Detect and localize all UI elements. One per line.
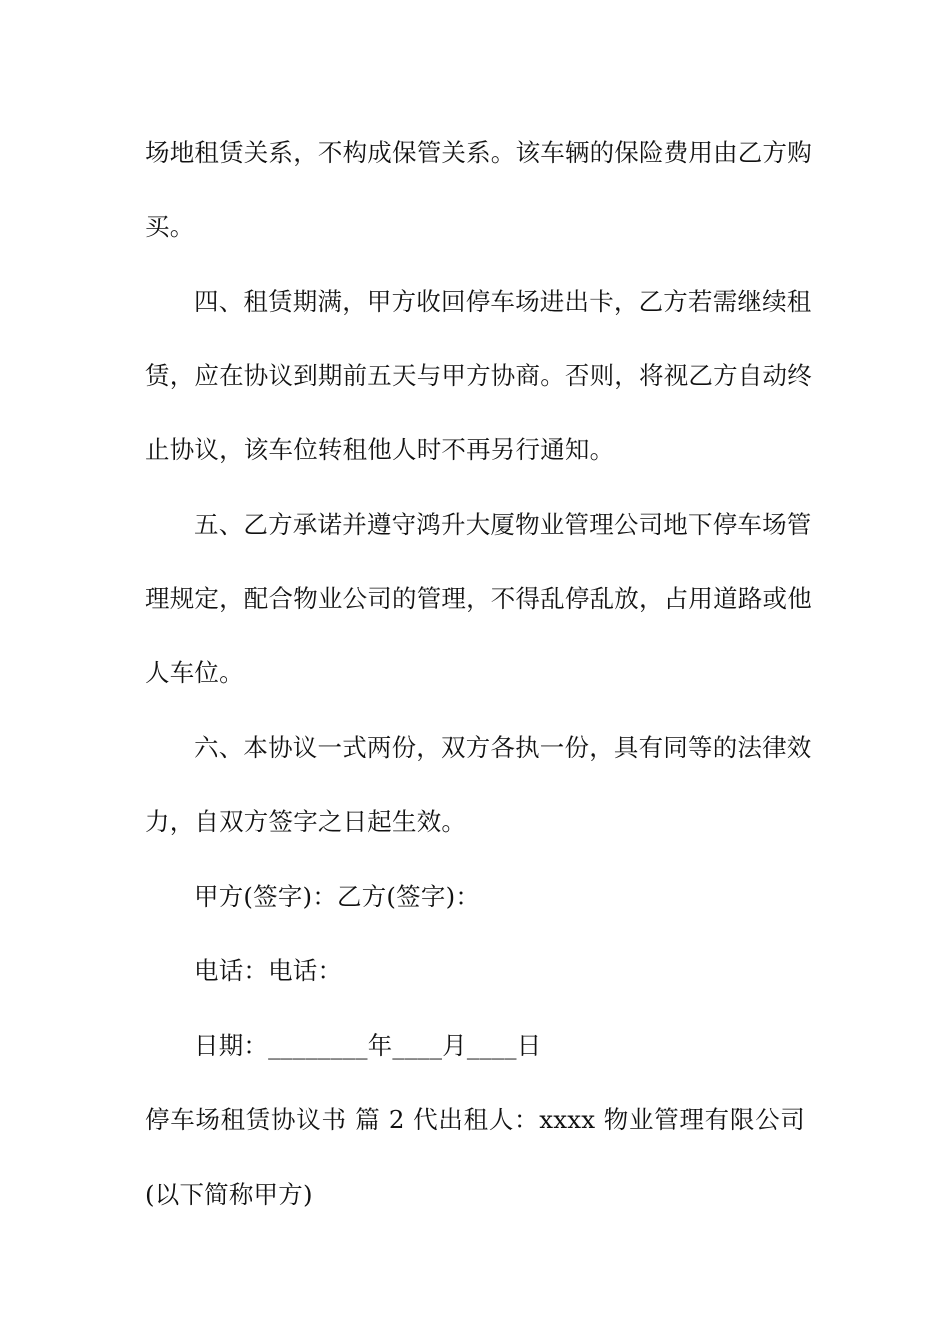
clause-6-line: 六、本协议一式两份，双方各执一份，具有同等的法律效 bbox=[194, 733, 812, 762]
clause-6-line: 力，自双方签字之日起生效。 bbox=[145, 807, 467, 836]
clause-4-line: 止协议，该车位转租他人时不再另行通知。 bbox=[145, 435, 615, 464]
signature-line: 甲方(签字)：乙方(签字)： bbox=[194, 882, 481, 911]
clause-5-line: 人车位。 bbox=[145, 658, 244, 687]
body-text-line: 场地租赁关系，不构成保管关系。该车辆的保险费用由乙方购 bbox=[145, 138, 812, 167]
body-text-line: 买。 bbox=[145, 212, 195, 241]
body-text-line: (以下简称甲方) bbox=[145, 1180, 313, 1209]
date-line: 日期：________年____月____日 bbox=[194, 1031, 542, 1060]
section-heading-line: 停车场租赁协议书 篇 2 代出租人：xxxx 物业管理有限公司 bbox=[145, 1105, 805, 1134]
clause-5-line: 五、乙方承诺并遵守鸿升大厦物业管理公司地下停车场管 bbox=[194, 510, 812, 539]
clause-4-line: 四、租赁期满，甲方收回停车场进出卡，乙方若需继续租 bbox=[194, 287, 812, 316]
phone-line: 电话：电话： bbox=[194, 956, 343, 985]
clause-5-line: 理规定，配合物业公司的管理，不得乱停乱放，占用道路或他 bbox=[145, 584, 812, 613]
clause-4-line: 赁，应在协议到期前五天与甲方协商。否则，将视乙方自动终 bbox=[145, 361, 812, 390]
